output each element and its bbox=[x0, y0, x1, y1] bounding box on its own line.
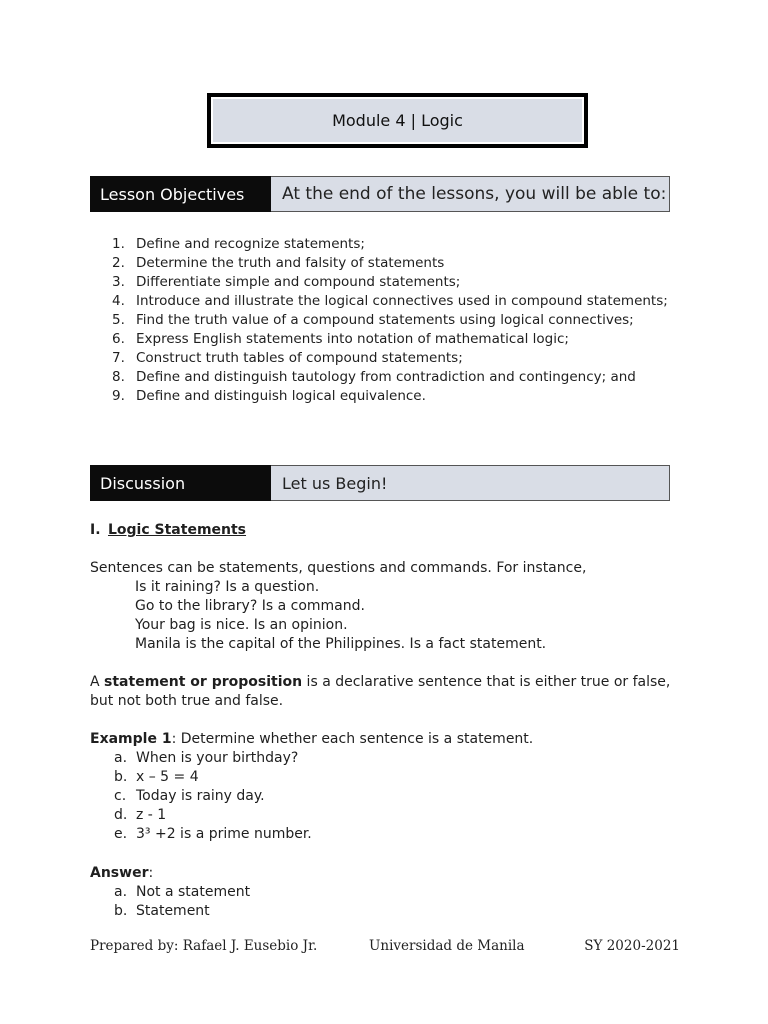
intro-paragraph bbox=[90, 559, 690, 654]
objectives-list bbox=[112, 235, 692, 406]
example-item: a. When is your birthday? bbox=[114, 750, 299, 766]
discussion-bar bbox=[90, 465, 670, 501]
objective-item: 8. Define and distinguish tautology from contradiction and contingency; and bbox=[112, 369, 636, 385]
objective-item: 2. Determine the truth and falsity of statements bbox=[112, 255, 445, 271]
answer-item: b. Statement bbox=[114, 903, 210, 919]
answer-heading: Answer: bbox=[90, 865, 154, 881]
intro-example: Is it raining? Is a question. bbox=[135, 579, 320, 595]
definition-term: statement or proposition bbox=[104, 674, 303, 690]
example-heading: Example 1: Determine whether each sentence is a statement. bbox=[90, 731, 534, 747]
footer-school: Universidad de Manila bbox=[369, 938, 525, 954]
lesson-objectives-intro: At the end of the lessons, you will be able to: bbox=[271, 176, 670, 212]
lesson-objectives-bar bbox=[90, 176, 670, 212]
objective-item: 5. Find the truth value of a compound statements using logical connectives; bbox=[112, 312, 634, 328]
section-number: I. bbox=[90, 522, 101, 538]
section-heading bbox=[90, 521, 690, 540]
example-items bbox=[90, 749, 690, 844]
answer-block bbox=[90, 864, 690, 921]
answer-items bbox=[90, 883, 690, 921]
objective-item: 7. Construct truth tables of compound statements; bbox=[112, 350, 463, 366]
definition-line-2: but not both true and false. bbox=[90, 693, 284, 709]
section-title: Logic Statements bbox=[108, 522, 247, 538]
objective-item: 4. Introduce and illustrate the logical connectives used in compound statements; bbox=[112, 293, 668, 309]
objective-item: 6. Express English statements into notation of mathematical logic; bbox=[112, 331, 569, 347]
example-item: c. Today is rainy day. bbox=[114, 788, 265, 804]
discussion-label: Discussion bbox=[90, 465, 271, 501]
answer-label: Answer bbox=[90, 865, 149, 881]
intro-example: Go to the library? Is a command. bbox=[135, 598, 365, 614]
answer-item: a. Not a statement bbox=[114, 884, 251, 900]
example-item: e. 3³ +2 is a prime number. bbox=[114, 826, 312, 842]
definition-line-1: A statement or proposition is a declarative sentence that is either true or false, bbox=[90, 674, 671, 690]
lesson-objectives-label: Lesson Objectives bbox=[90, 176, 271, 212]
module-title-box bbox=[207, 93, 588, 148]
objective-item: 1. Define and recognize statements; bbox=[112, 236, 365, 252]
example-label: Example 1 bbox=[90, 731, 172, 747]
footer-school-year: SY 2020-2021 bbox=[584, 938, 680, 954]
intro-example: Manila is the capital of the Philippines. Is a fact statement. bbox=[135, 636, 547, 652]
definition-paragraph bbox=[90, 673, 690, 711]
discussion-intro: Let us Begin! bbox=[271, 465, 670, 501]
example-item: d. z - 1 bbox=[114, 807, 167, 823]
footer-prepared-by: Prepared by: Rafael J. Eusebio Jr. bbox=[90, 938, 318, 954]
intro-example: Your bag is nice. Is an opinion. bbox=[135, 617, 348, 633]
example-1 bbox=[90, 730, 690, 844]
objective-item: 9. Define and distinguish logical equivalence. bbox=[112, 388, 426, 404]
objective-item: 3. Differentiate simple and compound statements; bbox=[112, 274, 461, 290]
intro-lead: Sentences can be statements, questions and commands. For instance, bbox=[90, 560, 587, 576]
page-footer bbox=[90, 938, 680, 958]
module-title: Module 4 | Logic bbox=[211, 97, 584, 144]
example-item: b. x – 5 = 4 bbox=[114, 769, 199, 785]
